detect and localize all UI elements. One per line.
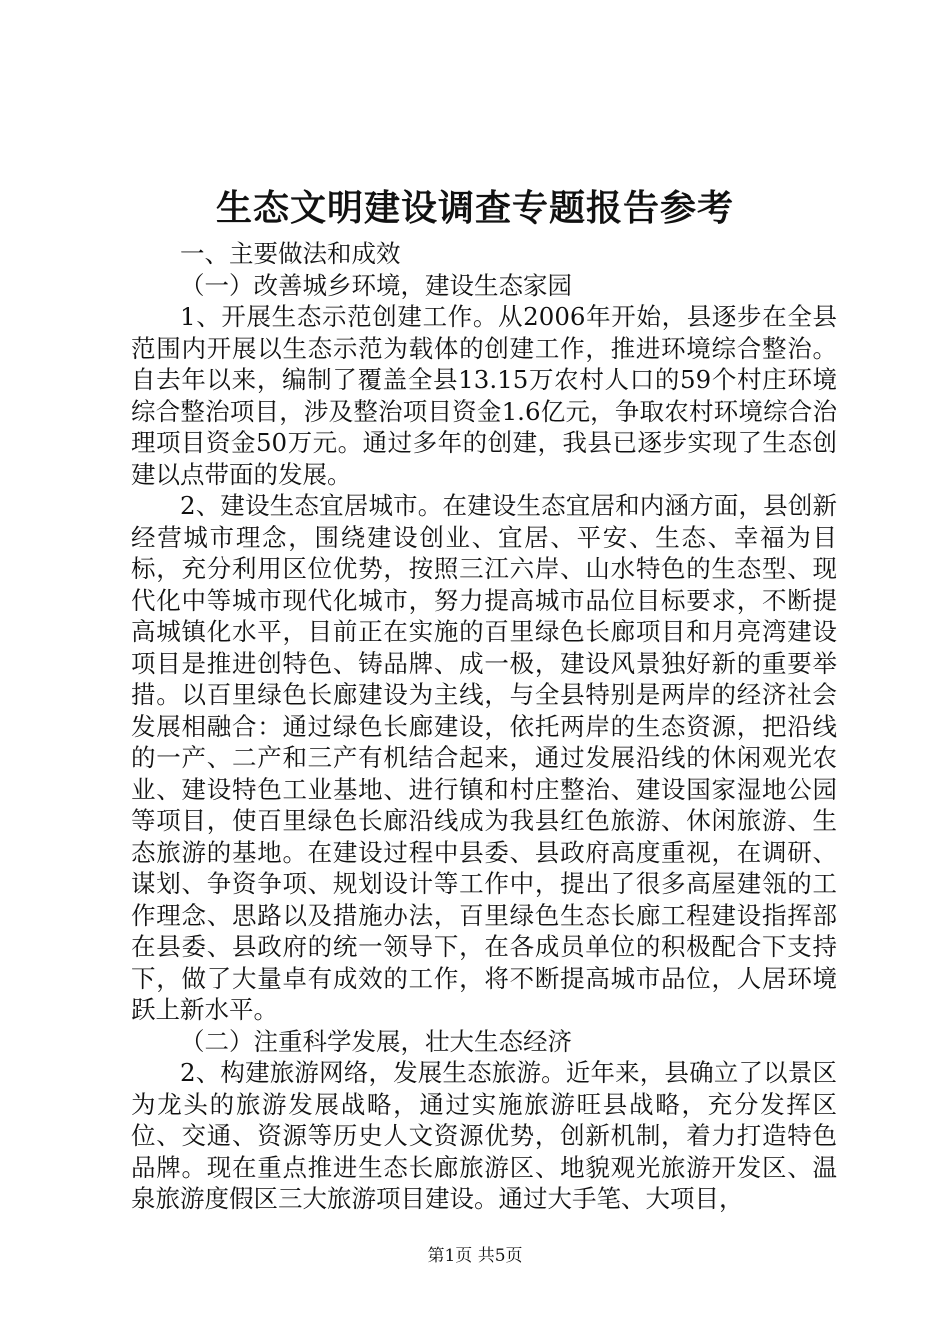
subsection-heading: （二）注重科学发展，壮大生态经济 [180,1026,572,1056]
page-number-footer: 第1页 共5页 [427,1246,523,1266]
subsection-heading: （一）改善城乡环境，建设生态家园 [180,270,572,300]
body-paragraph: 2、建设生态宜居城市。在建设生态宜居和内涵方面，县创新经营城市理念，围绕建设创业、宜居、平安、生态、幸福为目标，充分利用区位优势，按照三江六岸、山水特色的生态型、现代化中等城市现代化城市，努力提高城市品位目标要求，不断提高城镇化水平，目前正在实施的百里绿色长廊项目和月亮湾建设项目是推进创特色、铸品牌、成一极，建设风景独好新的重要举措。以百里绿色长廊建设为主线，与全县特别是两岸的经济社会发展相融合：通过绿色长廊建设，依托两岸的生态资源，把沿线的一产、二产和三产有机结合起来，通过发展沿线的休闲观光农业、建设特色工业基地、进行镇和村庄整治、建设国家湿地公园等项目，使百里绿色长廊沿线成为我县红色旅游、休闲旅游、生态旅游的基地。在建设过程中县委、县政府高度重视，在调研、谋划、争资争项、规划设计等工作中，提出了很多高屋建瓴的工作理念、思路以及措施办法，百里绿色生态长廊工程建设指挥部在县委、县政府的统一领导下，在各成员单位的积极配合下支持下，做了大量卓有成效的工作，将不断提高城市品位，人居环境跃上新水平。 [131,491,837,1024]
document-title: 生态文明建设调查专题报告参考 [215,187,734,229]
body-paragraph: 2、构建旅游网络，发展生态旅游。近年来，县确立了以景区为龙头的旅游发展战略，通过实施旅游旺县战略，充分发挥区位、交通、资源等历史人文资源优势，创新机制，着力打造特色品牌。现在重点推进生态长廊旅游区、地貌观光旅游开发区、温泉旅游度假区三大旅游项目建设。通过大手笔、大项目， [131,1058,837,1213]
document-body [131,238,837,1215]
section-heading: 一、主要做法和成效 [180,239,401,268]
body-paragraph: 1、开展生态示范创建工作。从2006年开始，县逐步在全县范围内开展以生态示范为载体的创建工作，推进环境综合整治。自去年以来，编制了覆盖全县13.15万农村人口的59个村庄环境综合整治项目，涉及整治项目资金1.6亿元，争取农村环境综合治理项目资金50万元。通过多年的创建，我县已逐步实现了生态创建以点带面的发展。 [131,302,837,489]
